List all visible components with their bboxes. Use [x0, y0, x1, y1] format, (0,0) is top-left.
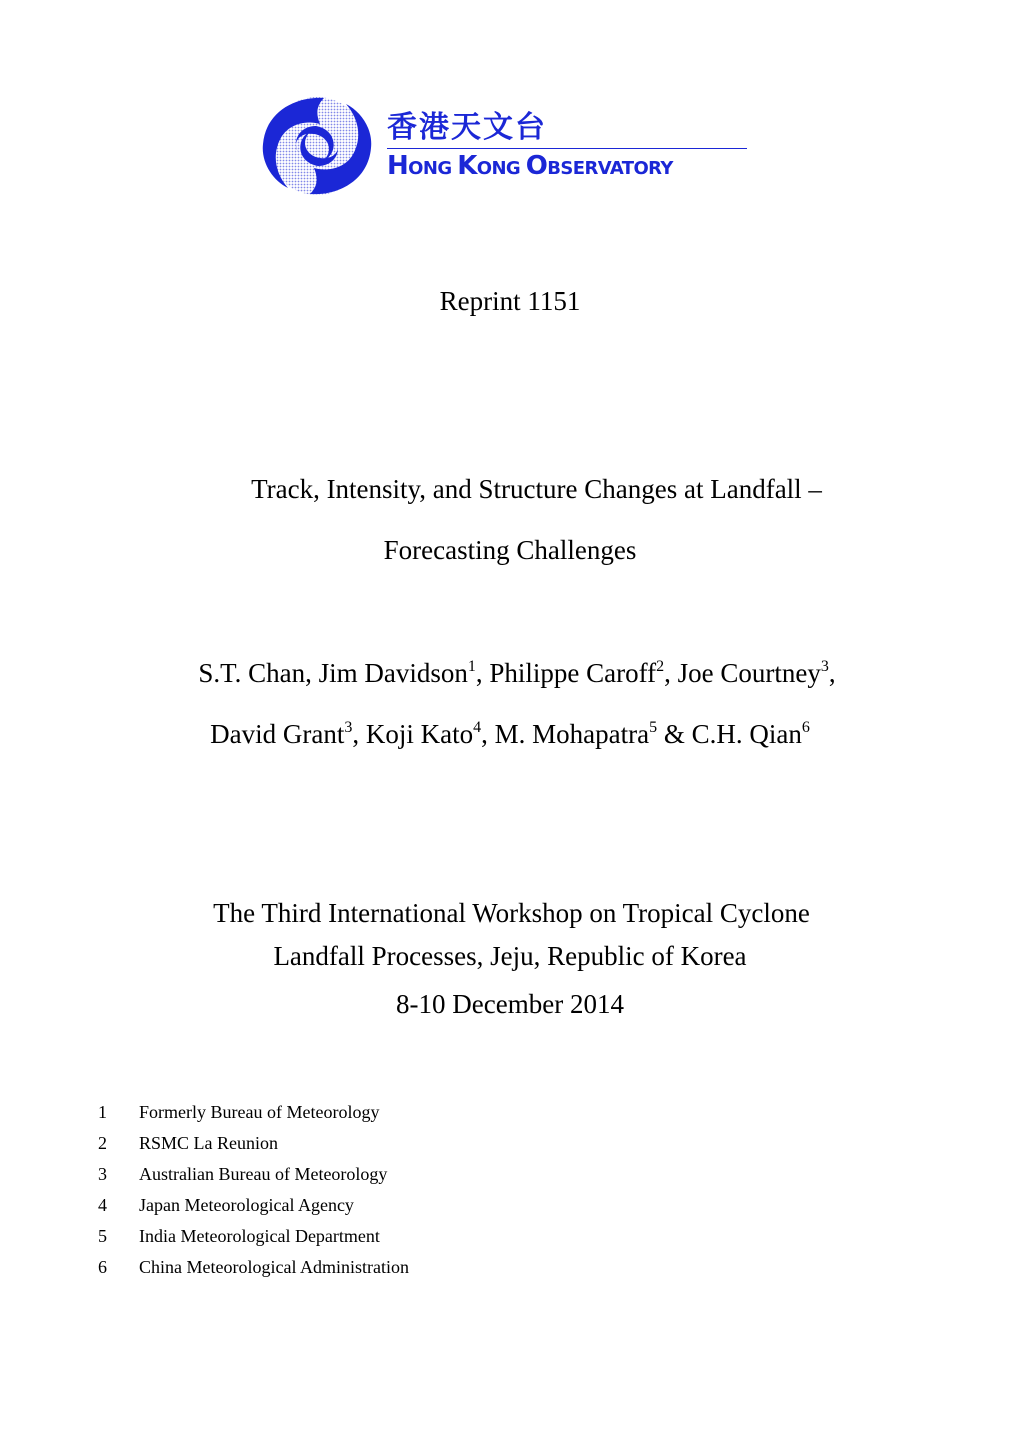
- paper-title-line-2: Forecasting Challenges: [383, 535, 637, 565]
- authors-line-1: [0, 657, 1020, 689]
- affiliation-text: India Meteorological Department: [139, 1226, 380, 1246]
- affiliation-text: Australian Bureau of Meteorology: [139, 1164, 388, 1184]
- list-item: [98, 1101, 409, 1132]
- affiliation-number: 6: [98, 1257, 107, 1277]
- venue-line-1: The Third International Workshop on Tropical Cyclone: [213, 898, 810, 928]
- affiliation-marker: 3: [344, 719, 353, 736]
- paper-title-line-1: Track, Intensity, and Structure Changes at Landfall –: [251, 474, 822, 504]
- affiliation-text: RSMC La Reunion: [139, 1133, 279, 1153]
- affiliation-number: 1: [98, 1102, 107, 1122]
- logo-divider: [387, 148, 747, 149]
- venue-date: 8-10 December 2014: [396, 989, 624, 1019]
- authors-line-2: [0, 718, 1020, 750]
- author-name: , M. Mohapatra: [481, 719, 650, 749]
- affiliations-list: [98, 1101, 409, 1287]
- affiliation-marker: 3: [820, 658, 829, 675]
- affiliation-text: Formerly Bureau of Meteorology: [139, 1102, 380, 1122]
- list-item: [98, 1163, 409, 1194]
- affiliation-marker: 4: [473, 719, 482, 736]
- list-item: [98, 1225, 409, 1256]
- affiliation-number: 3: [98, 1164, 107, 1184]
- affiliation-number: 2: [98, 1133, 107, 1153]
- affiliation-number: 4: [98, 1195, 107, 1215]
- logo-chinese-name: 香港天文台: [387, 110, 547, 145]
- affiliation-marker: 1: [467, 658, 476, 675]
- author-name: , Koji Kato: [352, 719, 474, 749]
- list-item: [98, 1132, 409, 1163]
- author-name: , Joe Courtney: [664, 658, 821, 688]
- affiliation-marker: 5: [649, 719, 658, 736]
- author-name: , Philippe Caroff: [475, 658, 657, 688]
- list-item: [98, 1194, 409, 1225]
- author-name: & C.H. Qian: [657, 719, 802, 749]
- author-name: David Grant: [210, 719, 345, 749]
- affiliation-text: Japan Meteorological Agency: [139, 1195, 354, 1215]
- reprint-number: Reprint 1151: [439, 286, 581, 316]
- logo-english-name: HONG KONG OBSERVATORY: [387, 151, 673, 181]
- venue-line-2: Landfall Processes, Jeju, Republic of Korea: [273, 941, 747, 971]
- affiliation-number: 5: [98, 1226, 107, 1246]
- list-item: [98, 1256, 409, 1287]
- affiliation-marker: 2: [656, 658, 665, 675]
- author-name: S.T. Chan, Jim Davidson: [198, 658, 468, 688]
- hko-emblem-icon: [258, 96, 376, 196]
- affiliation-text: China Meteorological Administration: [139, 1257, 409, 1277]
- hko-logo: [258, 96, 750, 196]
- affiliation-marker: 6: [801, 719, 810, 736]
- author-separator: ,: [828, 658, 836, 688]
